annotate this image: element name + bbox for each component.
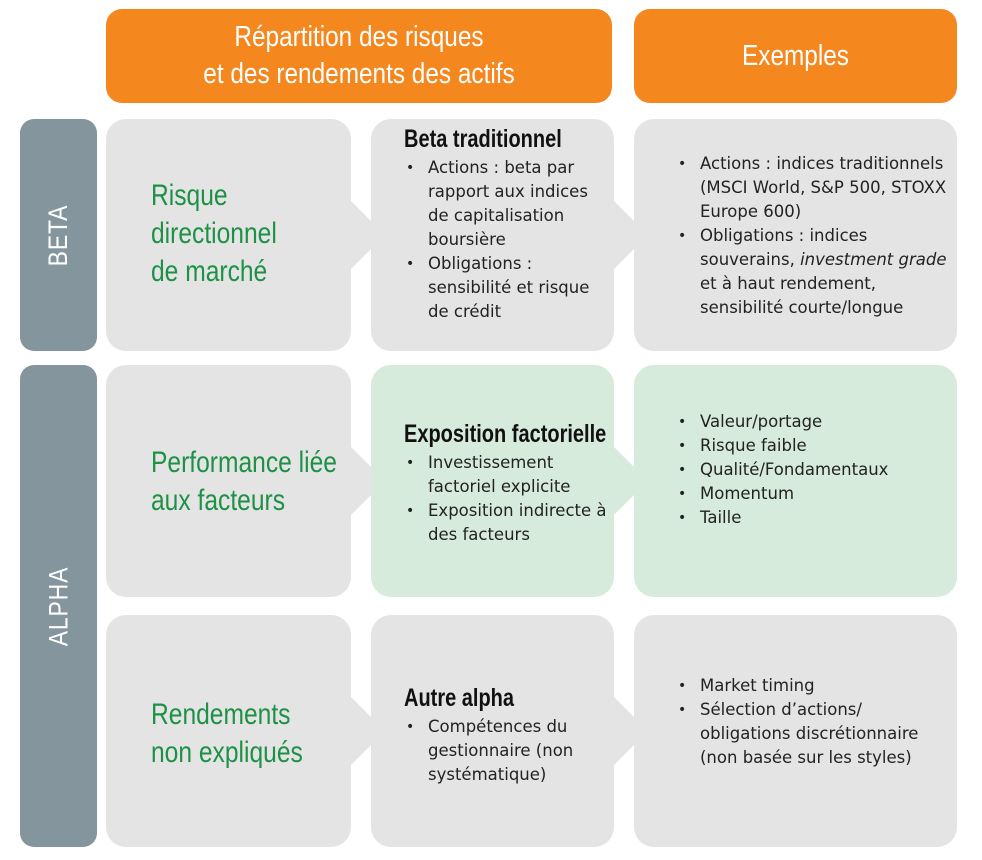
category-beta	[151, 177, 277, 291]
header-allocation	[106, 9, 612, 103]
header-allocation-line1: Répartition des risques	[234, 21, 484, 53]
header-allocation-line2: et des rendements des actifs	[203, 58, 515, 90]
side-label-beta-text: BETA	[42, 204, 73, 266]
example-item-text: et à haut rendement, sensibilité courte/longue	[700, 274, 904, 317]
example-item: • Risque faible	[676, 434, 946, 458]
header-examples	[634, 9, 957, 103]
example-item: • Actions : indices traditionnels (MSCI World, S&P 500, STOXX Europe 600)	[676, 152, 951, 224]
detail-other-title: Autre alpha	[404, 684, 515, 712]
category-other	[151, 696, 303, 772]
example-item: • Momentum	[676, 482, 946, 506]
category-factors	[151, 444, 337, 520]
detail-factors-bullet: • Exposition indirecte à des facteurs	[404, 499, 609, 547]
examples-other	[676, 674, 948, 770]
category-factors-line1: Performance liée	[151, 446, 337, 479]
header-examples-label: Exemples	[742, 39, 849, 72]
example-item: • Market timing	[676, 674, 948, 698]
category-other-line1: Rendements	[151, 698, 291, 731]
category-beta-line1: Risque	[151, 179, 228, 212]
detail-beta	[404, 124, 604, 324]
category-beta-line2: directionnel	[151, 217, 277, 250]
example-item-text: Obligations : indices souverains,	[700, 226, 868, 269]
category-other-line2: non expliqués	[151, 736, 303, 769]
detail-factors-title: Exposition factorielle	[404, 420, 607, 448]
detail-beta-bullet: • Obligations : sensibilité et risque de crédit	[404, 252, 604, 324]
example-item: • Sélection d’actions/ obligations discrétionnaire (non basée sur les styles)	[676, 698, 948, 770]
examples-beta	[676, 152, 951, 320]
side-label-alpha	[20, 365, 97, 847]
detail-factors	[404, 419, 609, 547]
detail-beta-title: Beta traditionnel	[404, 125, 562, 153]
detail-other	[404, 683, 604, 787]
example-item	[676, 224, 951, 320]
example-item: • Taille	[676, 506, 946, 530]
example-item: • Qualité/Fondamentaux	[676, 458, 946, 482]
category-factors-line2: aux facteurs	[151, 484, 286, 517]
examples-factors	[676, 410, 946, 530]
example-item-italic: investment grade	[800, 250, 947, 269]
detail-other-bullet: • Compétences du gestionnaire (non systématique)	[404, 715, 604, 787]
detail-factors-bullet: • Investissement factoriel explicite	[404, 451, 609, 499]
side-label-alpha-text: ALPHA	[43, 566, 74, 646]
side-label-beta	[20, 119, 97, 351]
category-beta-line3: de marché	[151, 255, 268, 288]
example-item: • Valeur/portage	[676, 410, 946, 434]
detail-beta-bullet: • Actions : beta par rapport aux indices de capitalisation boursière	[404, 156, 604, 252]
